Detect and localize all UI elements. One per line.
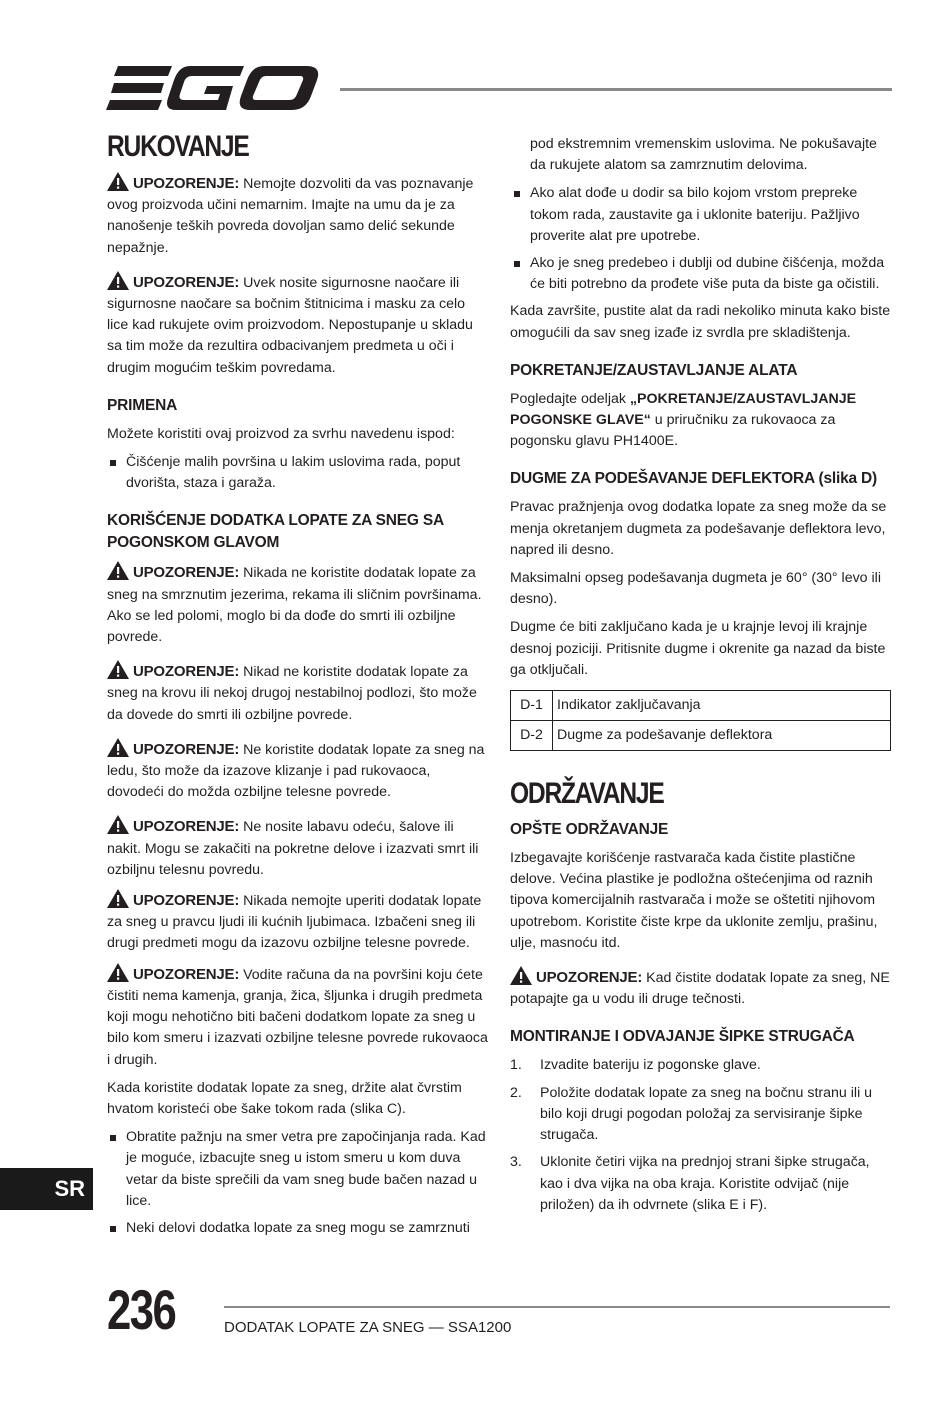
language-tab: SR	[0, 1168, 93, 1210]
step-number: 3.	[510, 1154, 522, 1171]
step-text: Položite dodatak lopate za sneg na bočnu stranu ili u bilo koji drugi pogodan položaj za servisiranje šipke strugača.	[540, 1084, 873, 1144]
deflector-text-1: Pravac pražnjenja ovog dodatka lopate za sneg može da se menja okretanjem dugmeta za podešavanje deflektora levo, napred ili desno.	[510, 499, 887, 558]
warning-6	[107, 815, 488, 881]
warning-icon	[107, 738, 129, 757]
list-item	[510, 1055, 891, 1076]
warning-icon	[510, 966, 532, 985]
warning-2	[107, 271, 488, 379]
finish-text: Kada završite, pustite alat da radi nekoliko minuta kako biste omogućili da sav sneg izađe iz svrdla pre skladištenja.	[510, 303, 891, 341]
header-rule	[340, 88, 892, 91]
footer-title: DODATAK LOPATE ZA SNEG — SSA1200	[224, 1319, 512, 1336]
heading-deflector: DUGME ZA PODEŠAVANJE DEFLEKTORA (slika D)	[510, 470, 878, 488]
heading-primena: PRIMENA	[107, 396, 178, 414]
start-stop-reference: „POKRETANJE/ZAUSTAVLJANJE POGONSKE GLAVE“	[510, 390, 857, 429]
grip-text: Kada koristite dodatak lopate za sneg, držite alat čvrstim hvatom koristeći obe šake tokom rada (slika C).	[107, 1079, 462, 1117]
legend-label: Indikator zaključavanja	[553, 691, 891, 721]
table-row	[511, 721, 891, 751]
warning-3	[107, 561, 488, 648]
operation-list	[107, 1127, 488, 1239]
heading-start-stop: POKRETANJE/ZAUSTAVLJANJE ALATA	[510, 361, 798, 379]
step-text: Izvadite bateriju iz pogonske glave.	[540, 1057, 761, 1074]
list-item: Ako je sneg predebeo i dublji od dubine čišćenja, možda će biti potrebno da prođete više puta da biste ga očistili.	[510, 253, 891, 295]
warning-label: UPOZORENJE:	[133, 663, 240, 681]
start-stop-text	[510, 389, 891, 453]
table-row	[511, 691, 891, 721]
warning-icon	[107, 815, 129, 834]
warning-text: Ne nosite labavu odeću, šalove ili nakit. Mogu se zakačiti na pokretne delove i izazvati smrt ili ozbiljnu telesnu povredu.	[107, 819, 479, 878]
legend-code: D-2	[511, 721, 553, 751]
warning-label: UPOZORENJE:	[133, 965, 240, 983]
warning-label: UPOZORENJE:	[133, 740, 240, 758]
warning-4	[107, 660, 488, 726]
list-item: Ako alat dođe u dodir sa bilo kojom vrstom prepreke tokom rada, zaustavite ga i uklonite bateriju. Pažljivo proverite alat pre upotrebe.	[510, 183, 891, 247]
list-item: Obratite pažnju na smer vetra pre započinjanja rada. Kad je moguće, izbacujte sneg u istom smeru u kom duva vetar da biste sprečili da vam sneg bude bačen nazad u lice.	[107, 1127, 488, 1212]
warning-icon	[107, 172, 129, 191]
warning-text: Nikada nemojte uperiti dodatak lopate za sneg u pravcu ljudi ili kućnih ljubimaca. Izbačeni sneg ili drugi predmeti mogu da izazovu ozbiljne telesne povrede.	[107, 893, 482, 952]
list-item	[510, 1152, 891, 1216]
heading-koriscenje: KORIŠĆENJE DODATKA LOPATE ZA SNEG SA POGONSKOM GLAVOM	[107, 512, 444, 552]
step-number: 1.	[510, 1057, 522, 1074]
warning-label: UPOZORENJE:	[536, 969, 643, 987]
continued-text: pod ekstremnim vremenskim uslovima. Ne pokušavajte da rukujete alatom sa zamrznutim delovima.	[530, 136, 877, 174]
step-text: Uklonite četiri vijka na prednjoj strani šipke strugača, kao i dva vijka na oba kraja. Koristite odvijač (nije priložen) da ih odvrnete (slika E i F).	[540, 1154, 870, 1213]
primena-list	[107, 452, 488, 494]
warning-label: UPOZORENJE:	[133, 175, 240, 192]
warning-text: Vodite računa da na površini koju ćete čistiti nema kamenja, granja, žica, šljunka i drugih predmeta koji mogu nehotično biti bačeni dodatkom lopate za sneg u bilo kom smeru i izazvati ozbiljne telesne povrede rukovaoca i drugih.	[107, 966, 488, 1068]
warning-5	[107, 738, 488, 804]
deflector-text-3: Dugme će biti zaključano kada je u krajnje levoj ili krajnje desnoj poziciji. Pritisnite dugme i okrenite ga nazad da biste ga otključali.	[510, 619, 886, 678]
warning-text: Nemojte dozvoliti da vas poznavanje ovog proizvoda učini nemarnim. Imajte na umu da je za nanošenje teških povreda dovoljan samo delić sekunde nepažnje.	[107, 176, 474, 256]
list-item: Neki delovi dodatka lopate za sneg mogu se zamrznuti	[107, 1218, 488, 1239]
warning-label: UPOZORENJE:	[133, 892, 240, 910]
list-item: Čišćenje malih površina u lakim uslovima rada, poput dvorišta, staza i garaža.	[107, 452, 488, 494]
deflector-legend-table	[510, 690, 891, 751]
warning-text: Ne koristite dodatak lopate za sneg na ledu, što može da izazove klizanje i pad rukovaoca, dovodeći do možda ozbiljne telesne povrede.	[107, 741, 485, 801]
heading-general-maintenance: OPŠTE ODRŽAVANJE	[510, 821, 669, 839]
warning-text: Nikada ne koristite dodatak lopate za sneg na smrznutim jezerima, rekama ili sličnim površinama. Ako se led polomi, moglo bi da dođe do smrti ili ozbiljne povrede.	[107, 565, 482, 646]
warning-icon	[107, 963, 129, 982]
legend-code: D-1	[511, 691, 553, 721]
left-column	[107, 130, 488, 1245]
footer-rule	[224, 1306, 890, 1308]
ego-logo	[106, 64, 320, 112]
heading-scraper-bar: MONTIRANJE I ODVAJANJE ŠIPKE STRUGAČA	[510, 1028, 855, 1046]
warning-7	[107, 889, 488, 955]
page-number: 236	[107, 1278, 176, 1341]
deflector-text-2: Maksimalni opseg podešavanja dugmeta je 60° (30° levo ili desno).	[510, 570, 881, 608]
warning-label: UPOZORENJE:	[133, 818, 240, 836]
warning-text: Kad čistite dodatak lopate za sneg, NE potapajte ga u vodu ili druge tečnosti.	[510, 970, 890, 1008]
scraper-steps	[510, 1055, 891, 1215]
warning-9	[510, 966, 891, 1010]
warning-8	[107, 963, 488, 1071]
step-number: 2.	[510, 1084, 522, 1101]
warning-icon	[107, 271, 129, 290]
start-stop-text-post: u priručniku za rukovaoca za pogonsku glavu PH1400E.	[510, 412, 836, 450]
warning-text: Nikad ne koristite dodatak lopate za sneg na krovu ili nekoj drugoj nestabilnoj podlozi, što može da dovede do smrti ili ozbiljne povrede.	[107, 664, 477, 723]
warning-icon	[107, 561, 129, 580]
general-maintenance-text: Izbegavajte korišćenje rastvarača kada čistite plastične delove. Većina plastike je podložna oštećenjima od raznih tipova komercijalnih rastvarača i može se oštetiti njihovom upotrebom. Koristite čiste krpe da uklonite zemlju, prašinu, ulje, masnoću itd.	[510, 850, 878, 951]
primena-text: Možete koristiti ovaj proizvod za svrhu navedenu ispod:	[107, 425, 455, 442]
right-column	[510, 134, 891, 1222]
warning-label: UPOZORENJE:	[133, 273, 240, 291]
warning-label: UPOZORENJE:	[133, 564, 240, 582]
list-item	[510, 1083, 891, 1147]
section-title-rukovanje: RUKOVANJE	[107, 130, 249, 163]
legend-label: Dugme za podešavanje deflektora	[553, 721, 891, 751]
operation-list-continued	[510, 183, 891, 295]
warning-text: Uvek nosite sigurnosne naočare ili sigurnosne naočare sa bočnim štitnicima i masku za celo lice kad rukujete ovim proizvodom. Nepostupanje u skladu sa tim može da rezultira odbacivanjem predmeta u oči i drugim mogućim teškim povredama.	[107, 274, 473, 376]
warning-icon	[107, 889, 129, 908]
warning-icon	[107, 660, 129, 679]
section-title-odrzavanje: ODRŽAVANJE	[510, 777, 664, 811]
start-stop-text-pre: Pogledajte odeljak	[510, 390, 630, 407]
warning-1	[107, 172, 488, 259]
